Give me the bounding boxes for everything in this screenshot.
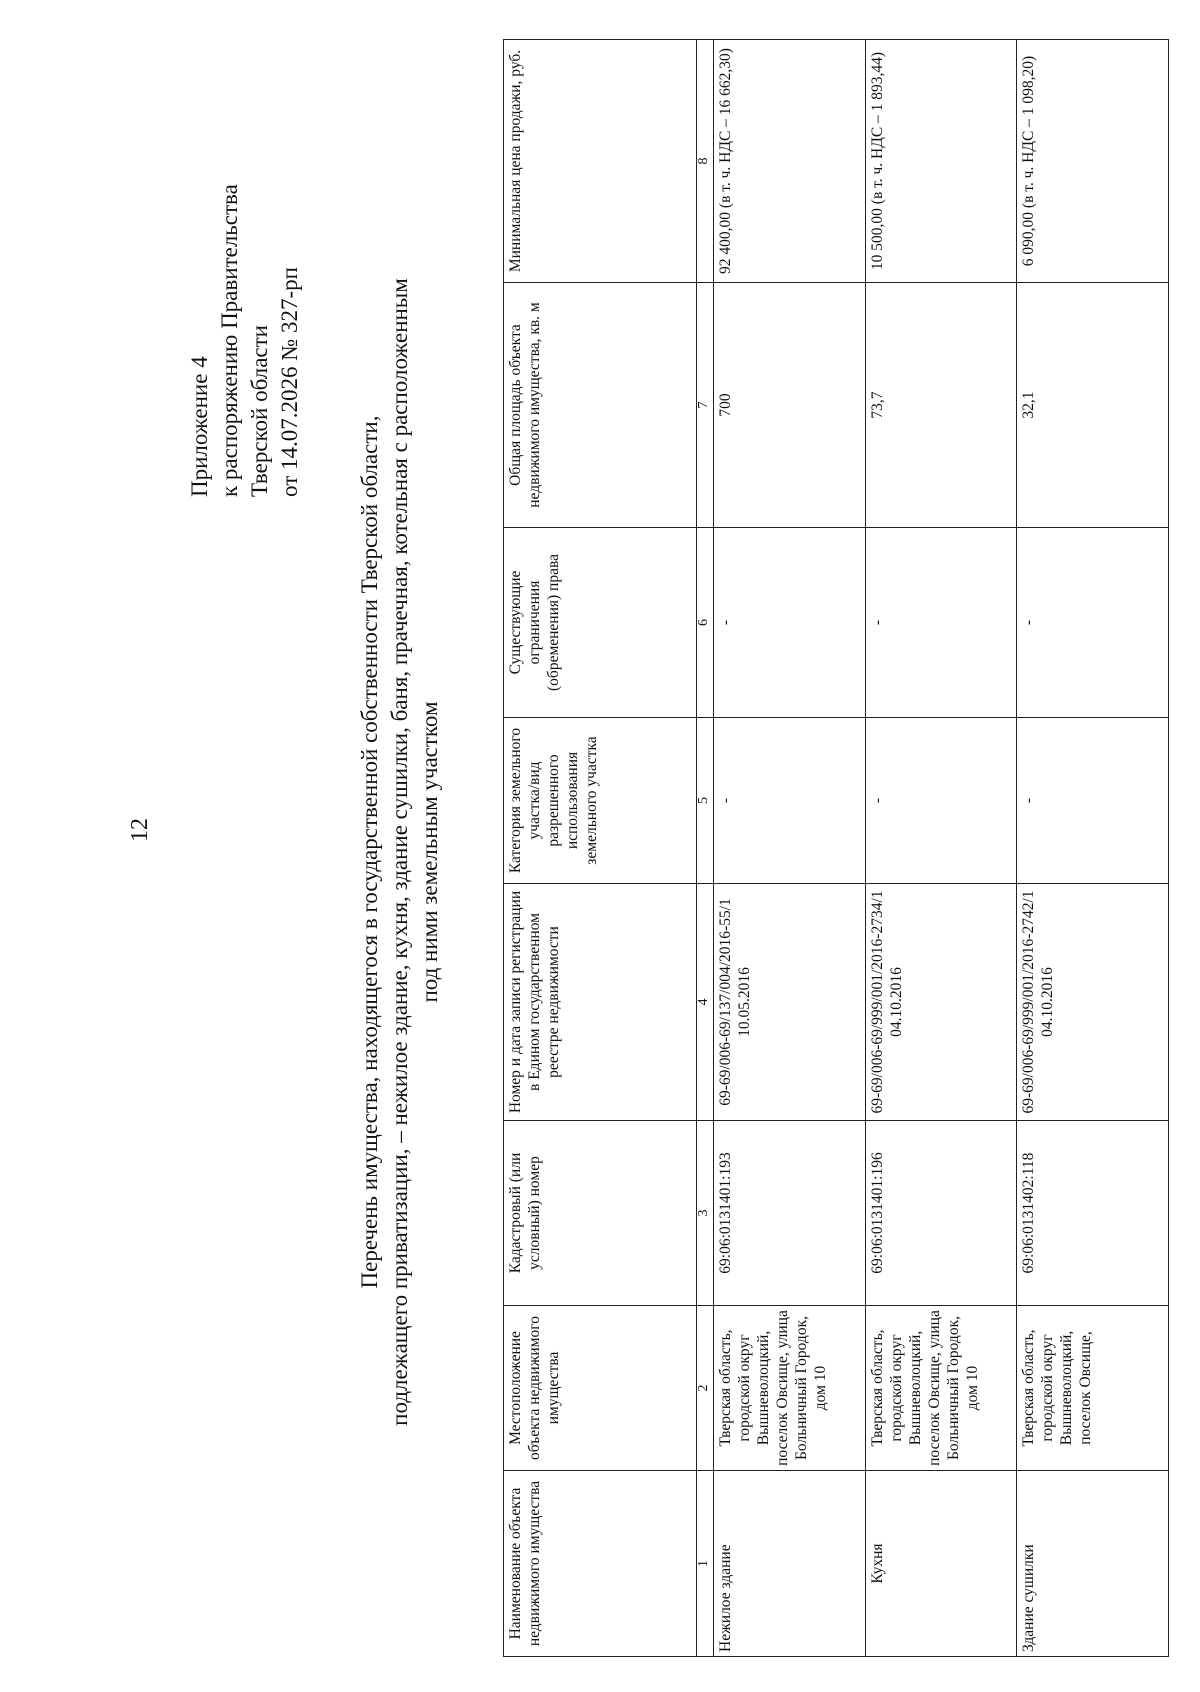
cadastral-number-cell: 69:06:0131402:118 bbox=[1017, 1121, 1169, 1306]
column-number: 7 bbox=[697, 283, 714, 528]
location-cell: Тверская область, городской округ Вышневолоцкий, поселок Овсище, улица Больничный Городок, дом 10 bbox=[714, 1306, 866, 1471]
column-number: 3 bbox=[697, 1121, 714, 1306]
price-cell: 6 090,00 (в т. ч. НДС – 1 098,20) bbox=[1017, 40, 1169, 283]
appendix-header bbox=[185, 117, 305, 497]
document-title bbox=[355, 52, 445, 1652]
title-line: Перечень имущества, находящегося в государственной собственности Тверской области, bbox=[357, 415, 382, 1289]
restrictions-cell: - bbox=[714, 528, 866, 718]
title-line: подлежащего приватизации, – нежилое здание, кухня, здание сушилки, баня, прачечная, котельная с расположенным bbox=[387, 278, 412, 1426]
land-category-cell: - bbox=[714, 718, 866, 884]
area-cell: 73,7 bbox=[865, 283, 1017, 528]
area-cell: 32,1 bbox=[1017, 283, 1169, 528]
table-row bbox=[865, 40, 1017, 1657]
column-number: 8 bbox=[697, 40, 714, 283]
price-cell: 10 500,00 (в т. ч. НДС – 1 893,44) bbox=[865, 40, 1017, 283]
location-cell: Тверская область, городской округ Вышневолоцкий, поселок Овсище, улица Больничный Городок, дом 10 bbox=[865, 1306, 1017, 1471]
header-cell: Существующие ограничения (обременения) права bbox=[504, 528, 697, 718]
price-cell: 92 400,00 (в т. ч. НДС – 16 662,30) bbox=[714, 40, 866, 283]
registration-cell: 69-69/006-69/999/001/2016-2734/1 04.10.2016 bbox=[865, 884, 1017, 1121]
header-cell: Наименование объекта недвижимого имущества bbox=[504, 1471, 697, 1657]
column-number: 6 bbox=[697, 528, 714, 718]
object-name-cell: Кухня bbox=[865, 1471, 1017, 1657]
table-row bbox=[714, 40, 866, 1657]
header-cell: Кадастровый (или условный) номер bbox=[504, 1121, 697, 1306]
registration-cell: 69-69/006-69/999/001/2016-2742/1 04.10.2016 bbox=[1017, 884, 1169, 1121]
column-number: 5 bbox=[697, 718, 714, 884]
column-number: 4 bbox=[697, 884, 714, 1121]
appendix-line: от 14.07.2026 № 327-рп bbox=[277, 267, 302, 497]
cadastral-number-cell: 69:06:0131401:196 bbox=[865, 1121, 1017, 1306]
object-name-cell: Нежилое здание bbox=[714, 1471, 866, 1657]
header-cell: Номер и дата записи регистрации в Едином государственном реестре недвижимости bbox=[504, 884, 697, 1121]
property-table bbox=[503, 39, 1169, 1657]
header-cell: Местоположение объекта недвижимого имущества bbox=[504, 1306, 697, 1471]
title-line: под ними земельным участком bbox=[417, 701, 442, 1003]
appendix-line: к распоряжению Правительства bbox=[217, 184, 242, 497]
object-name-cell: Здание сушилки bbox=[1017, 1471, 1169, 1657]
registration-cell: 69-69/006-69/137/004/2016-55/1 10.05.2016 bbox=[714, 884, 866, 1121]
column-number: 2 bbox=[697, 1306, 714, 1471]
location-cell: Тверская область, городской округ Вышневолоцкий, поселок Овсище, bbox=[1017, 1306, 1169, 1471]
header-cell: Категория земельного участка/вид разрешенного использования земельного участка bbox=[504, 718, 697, 884]
area-cell: 700 bbox=[714, 283, 866, 528]
table-header-row bbox=[504, 40, 697, 1657]
column-number: 1 bbox=[697, 1471, 714, 1657]
restrictions-cell: - bbox=[865, 528, 1017, 718]
appendix-line: Приложение 4 bbox=[187, 356, 212, 497]
header-cell: Минимальная цена продажи, руб. bbox=[504, 40, 697, 283]
land-category-cell: - bbox=[1017, 718, 1169, 884]
page-number: 12 bbox=[127, 818, 153, 842]
restrictions-cell: - bbox=[1017, 528, 1169, 718]
land-category-cell: - bbox=[865, 718, 1017, 884]
appendix-line: Тверской области bbox=[247, 325, 272, 497]
header-cell: Общая площадь объекта недвижимого имущества, кв. м bbox=[504, 283, 697, 528]
table-row bbox=[1017, 40, 1169, 1657]
cadastral-number-cell: 69:06:0131401:193 bbox=[714, 1121, 866, 1306]
column-number-row bbox=[697, 40, 714, 1657]
